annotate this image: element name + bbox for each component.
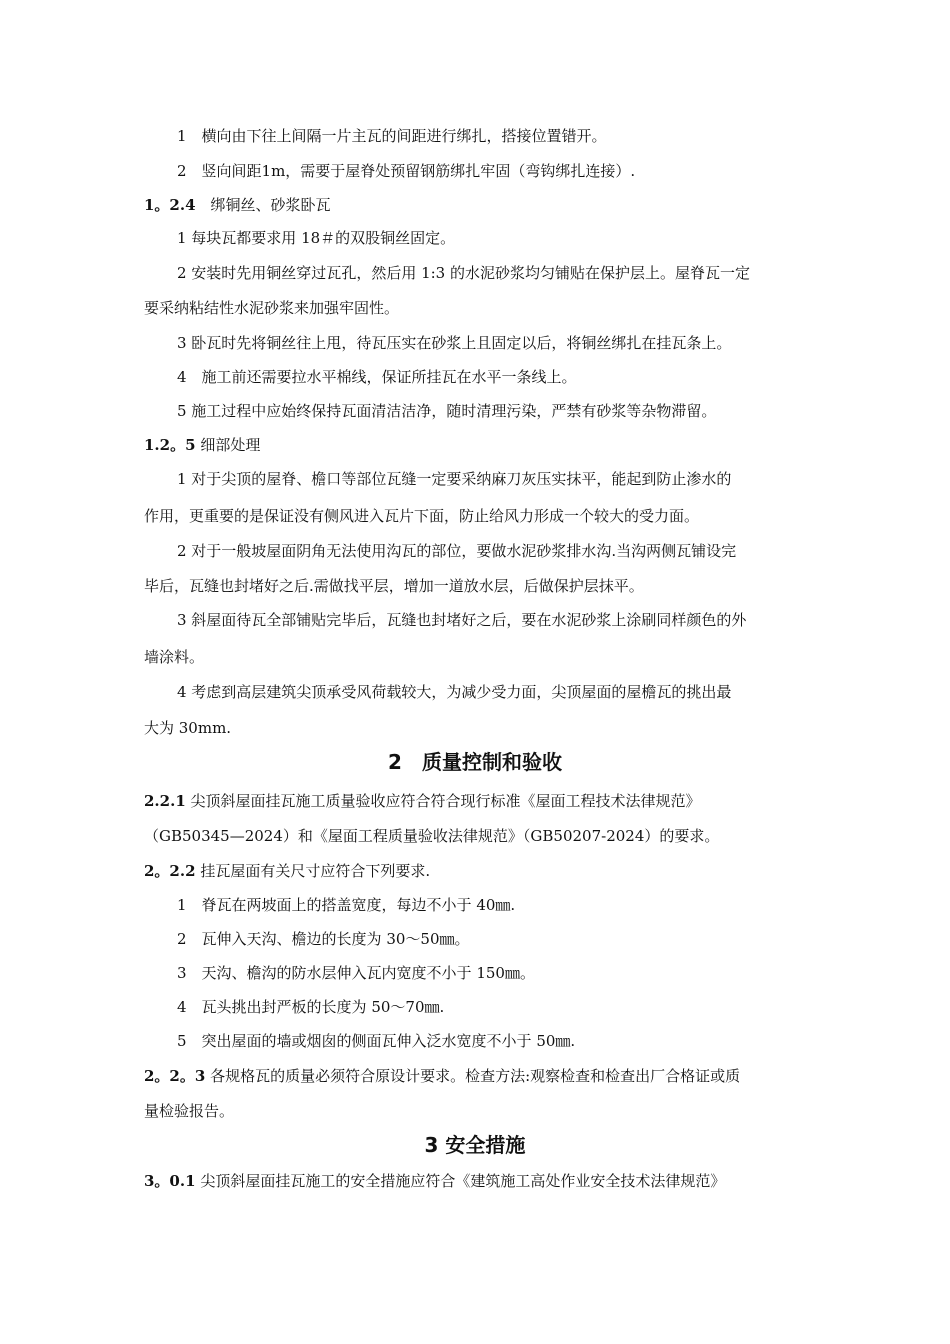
list-item: 2 瓦伸入天沟、檐边的长度为 30～50㎜。 [177,930,470,948]
list-item: 3 天沟、檐沟的防水层伸入瓦内宽度不小于 150㎜。 [177,964,535,982]
paragraph-3-0-1 [144,1171,725,1191]
paragraph-1-2-3-item-2: 2 竖向间距1m，需要于屋脊处预留钢筋绑扎牢固（弯钩绑扎连接）. [177,162,636,180]
subheading-title: 细部处理 [195,436,261,454]
paragraph-1-2-5-item-2-line-2: 毕后，瓦缝也封堵好之后.需做找平层，增加一道放水层，后做保护层抹平。 [144,577,644,595]
list-item: 5 突出屋面的墙或烟囱的侧面瓦伸入泛水宽度不小于 50㎜. [177,1032,576,1050]
paragraph-text: 尖顶斜屋面挂瓦施工的安全措施应符合《建筑施工高处作业安全技术法律规范》 [200,1172,726,1190]
paragraph-1-2-5-item-1-line-1: 1 对于尖顶的屋脊、檐口等部位瓦缝一定要采纳麻刀灰压实抹平，能起到防止渗水的 [177,470,732,488]
paragraph-1-2-3-item-1: 1 横向由下往上间隔一片主瓦的间距进行绑扎，搭接位置错开。 [177,127,607,145]
paragraph-1-2-5-item-4-line-2: 大为 30mm. [144,719,232,737]
list-item: 4 瓦头挑出封严板的长度为 50～70㎜. [177,998,445,1016]
paragraph-1-2-4-item-3: 3 卧瓦时先将铜丝往上甩，待瓦压实在砂浆上且固定以后，将铜丝绑扎在挂瓦条上。 [177,334,732,352]
section-number: 2。2.2 [144,862,196,880]
paragraph-1-2-5-item-3-line-1: 3 斜屋面待瓦全部铺贴完毕后，瓦缝也封堵好之后，要在水泥砂浆上涂刷同样颜色的外 [177,611,747,629]
paragraph-text: 尖顶斜屋面挂瓦施工质量验收应符合符合现行标准《屋面工程技术法律规范》 [190,792,701,810]
paragraph-2-2-3-line-1 [144,1066,740,1086]
section-number: 3。0.1 [144,1172,196,1190]
paragraph-1-2-4-item-2-line-1: 2 安装时先用铜丝穿过瓦孔，然后用 1:3 的水泥砂浆均匀铺贴在保护层上。屋脊瓦一定 [177,264,750,282]
paragraph-1-2-5-item-3-line-2: 墙涂料。 [144,648,205,666]
section-heading-2: 2 质量控制和验收 [388,750,562,774]
section-heading-3: 3 安全措施 [424,1133,526,1157]
section-number: 2.2.1 [144,792,186,810]
subheading-1-2-4 [144,195,331,215]
paragraph-2-2-3-line-2: 量检验报告。 [144,1102,235,1120]
paragraph-1-2-5-item-4-line-1: 4 考虑到高层建筑尖顶承受风荷载较大，为减少受力面，尖顶屋面的屋檐瓦的挑出最 [177,683,732,701]
section-number: 1.2。5 [144,436,196,454]
section-number: 2。2。3 [144,1067,206,1085]
paragraph-2-2-1-line-2: （GB50345—2024）和《屋面工程质量验收法律规范》（GB50207-2024）的要求。 [144,827,720,845]
paragraph-1-2-4-item-4: 4 施工前还需要拉水平棉线，保证所挂瓦在水平一条线上。 [177,368,577,386]
paragraph-text: 各规格瓦的质量必须符合原设计要求。检查方法:观察检查和检查出厂合格证或质 [210,1067,741,1085]
paragraph-1-2-5-item-1-line-2: 作用，更重要的是保证没有侧风进入瓦片下面，防止给风力形成一个较大的受力面。 [144,507,700,525]
subheading-1-2-5 [144,435,260,455]
paragraph-1-2-4-item-5: 5 施工过程中应始终保持瓦面清洁洁净，随时清理污染，严禁有砂浆等杂物滞留。 [177,402,717,420]
section-number: 1。2.4 [144,196,196,214]
paragraph-1-2-4-item-2-line-2: 要采纳粘结性水泥砂浆来加强牢固性。 [144,299,400,317]
paragraph-1-2-5-item-2-line-1: 2 对于一般坡屋面阴角无法使用沟瓦的部位，要做水泥砂浆排水沟.当沟两侧瓦铺设完 [177,542,737,560]
subheading-title: 绑铜丝、砂浆卧瓦 [195,196,331,214]
paragraph-2-2-2 [144,861,430,881]
paragraph-text: 挂瓦屋面有关尺寸应符合下列要求. [200,862,431,880]
paragraph-1-2-4-item-1: 1 每块瓦都要求用 18＃的双股铜丝固定。 [177,229,456,247]
paragraph-2-2-1-line-1 [144,791,701,811]
list-item: 1 脊瓦在两坡面上的搭盖宽度，每边不小于 40㎜. [177,896,516,914]
